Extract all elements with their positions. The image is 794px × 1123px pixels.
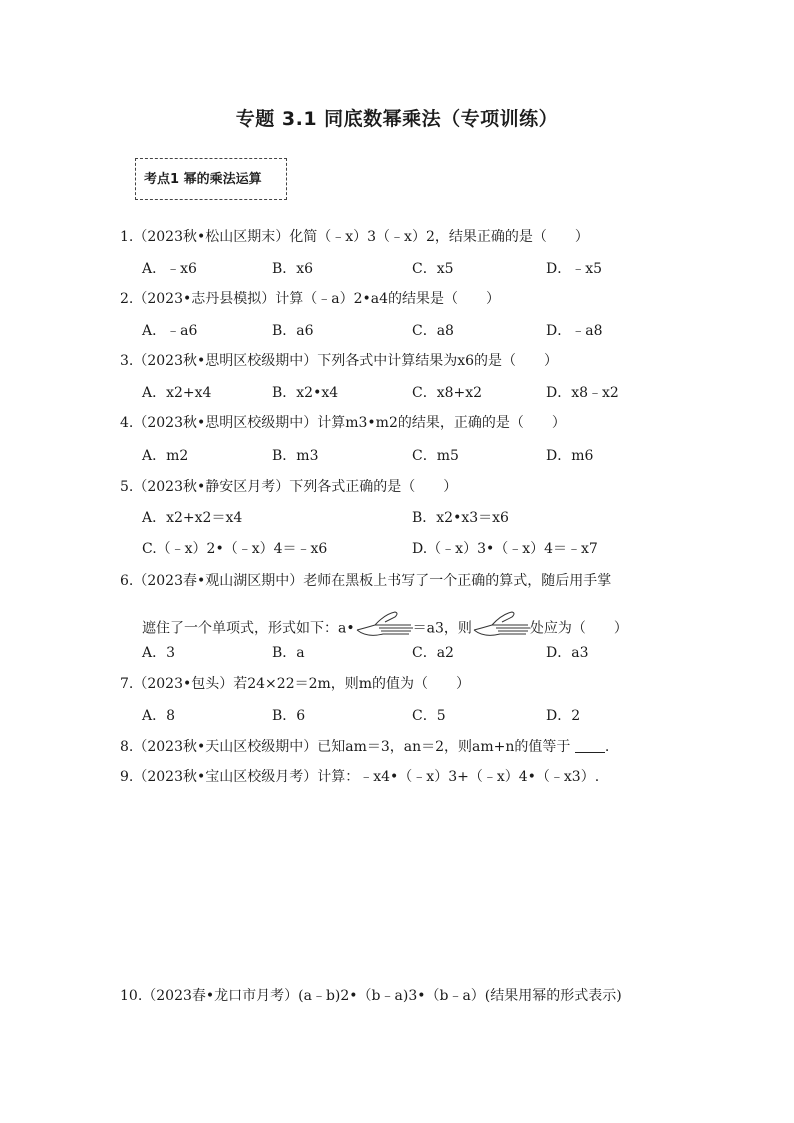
- q7-option-b: B．6: [272, 708, 306, 724]
- q6-stem-part-a: 遮住了一个单项式，形式如下：a•: [142, 620, 355, 637]
- answer-blank[interactable]: [575, 740, 605, 753]
- question-2-stem: 2.（2023•志丹县模拟）计算（﹣a）2•a4的结果是（ ）: [120, 291, 501, 307]
- q7-option-c: C．5: [412, 708, 446, 724]
- q1-option-a: A．﹣x6: [142, 261, 197, 277]
- q5-option-a: A．x2+x2＝x4: [142, 510, 243, 526]
- q6-option-b: B．a: [272, 645, 305, 661]
- question-8: 8.（2023秋•天山区校级期中）已知am＝3，an＝2，则am+n的值等于 .: [120, 739, 610, 755]
- question-6-stem-line1: 6.（2023春•观山湖区期中）老师在黑板上书写了一个正确的算式，随后用手掌: [120, 573, 612, 589]
- q4-option-c: C．m5: [412, 448, 459, 464]
- q2-option-c: C．a8: [412, 323, 454, 339]
- q6-option-c: C．a2: [412, 645, 454, 661]
- section-tag: 考点1 幂的乘法运算: [135, 158, 287, 200]
- hand-cover-icon: [472, 608, 530, 649]
- q2-option-a: A．﹣a6: [142, 323, 198, 339]
- q1-option-c: C．x5: [412, 261, 454, 277]
- q5-option-c: C.（﹣x）2•（﹣x）4＝﹣x6: [142, 541, 328, 557]
- q4-option-a: A．m2: [142, 448, 189, 464]
- q6-option-d: D．a3: [546, 645, 589, 661]
- question-6-stem-line2: [142, 608, 628, 638]
- q4-option-d: D．m6: [546, 448, 594, 464]
- q3-option-d: D．x8﹣x2: [546, 385, 619, 401]
- question-3-stem: 3.（2023秋•思明区校级期中）下列各式中计算结果为x6的是（ ）: [120, 353, 559, 369]
- q6-stem-part-c: 处应为（ ）: [529, 620, 628, 637]
- question-10-stem: 10.（2023春•龙口市月考）(a﹣b)2•（b﹣a)3•（b﹣a）(结果用幂的形式表示): [120, 988, 622, 1004]
- q3-option-b: B．x2•x4: [272, 385, 339, 401]
- q6-option-a: A．3: [142, 645, 176, 661]
- question-7-stem: 7.（2023•包头）若24×22＝2m，则m的值为（ ）: [120, 676, 471, 692]
- q7-option-d: D．2: [546, 708, 581, 724]
- q1-option-d: D．﹣x5: [546, 261, 603, 277]
- question-1: [120, 227, 589, 247]
- q5-option-d: D.（﹣x）3•（﹣x）4＝﹣x7: [412, 541, 598, 557]
- q3-option-a: A．x2+x4: [142, 385, 212, 401]
- hand-cover-icon: [355, 608, 413, 649]
- q2-option-d: D．﹣a8: [546, 323, 603, 339]
- question-5-stem: 5.（2023秋•静安区月考）下列各式正确的是（ ）: [120, 479, 458, 495]
- q4-option-b: B．m3: [272, 448, 319, 464]
- question-4-stem: 4.（2023秋•思明区校级期中）计算m3•m2的结果，正确的是（ ）: [120, 415, 566, 431]
- q2-option-b: B．a6: [272, 323, 314, 339]
- q1-option-b: B．x6: [272, 261, 314, 277]
- q6-stem-part-b: ＝a3，则: [412, 620, 472, 637]
- q5-option-b: B．x2•x3＝x6: [412, 510, 509, 526]
- question-1-stem: 1.（2023秋•松山区期末）化简（﹣x）3（﹣x）2，结果正确的是（ ）: [120, 229, 589, 245]
- q7-option-a: A．8: [142, 708, 176, 724]
- q3-option-c: C．x8+x2: [412, 385, 483, 401]
- page-title: 专题 3.1 同底数幂乘法（专项训练）: [235, 108, 559, 130]
- question-9-stem: 9.（2023秋•宝山区校级月考）计算：﹣x4•（﹣x）3+（﹣x）4•（﹣x3）.: [120, 769, 600, 785]
- question-8-stem: 8.（2023秋•天山区校级期中）已知am＝3，an＝2，则am+n的值等于: [120, 739, 571, 755]
